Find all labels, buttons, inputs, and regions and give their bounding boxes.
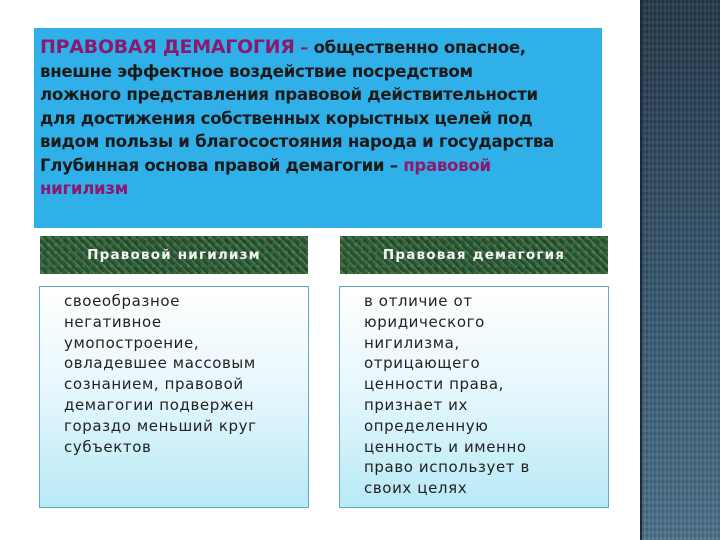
- basis-highlight-b: нигилизм: [40, 179, 128, 198]
- definition-text: [40, 36, 598, 201]
- definition-box: [34, 28, 602, 228]
- basis-lead: Глубинная основа правой демагогии –: [40, 155, 404, 175]
- definition-line-3: ложного представления правовой действительности: [40, 85, 538, 104]
- term-dash: –: [294, 38, 314, 57]
- legal-nihilism-description: своеобразное негативное умопостроение, овладевшее массовым сознанием, правовой демагогии подвержен гораздо меньший круг субъектов: [39, 286, 309, 508]
- decorative-side-strip: [640, 0, 720, 540]
- definition-line-4: для достижения собственных корыстных целей под: [40, 108, 533, 128]
- legal-demagogy-description: в отличие от юридического нигилизма, отрицающего ценности права, признает их определенную ценность и именно право использует в своих целях: [339, 286, 609, 508]
- column-title-legal-nihilism: Правовой нигилизм: [40, 236, 308, 274]
- column-title-legal-demagogy: Правовая демагогия: [340, 236, 608, 274]
- term-title: ПРАВОВАЯ ДЕМАГОГИЯ: [40, 36, 295, 58]
- basis-highlight-a: правовой: [403, 155, 491, 175]
- definition-line-2: внешне эффектное воздействие посредством: [40, 61, 473, 81]
- definition-line-1: общественно опасное,: [313, 38, 526, 57]
- definition-line-5: видом пользы и благосостояния народа и государства: [40, 132, 554, 151]
